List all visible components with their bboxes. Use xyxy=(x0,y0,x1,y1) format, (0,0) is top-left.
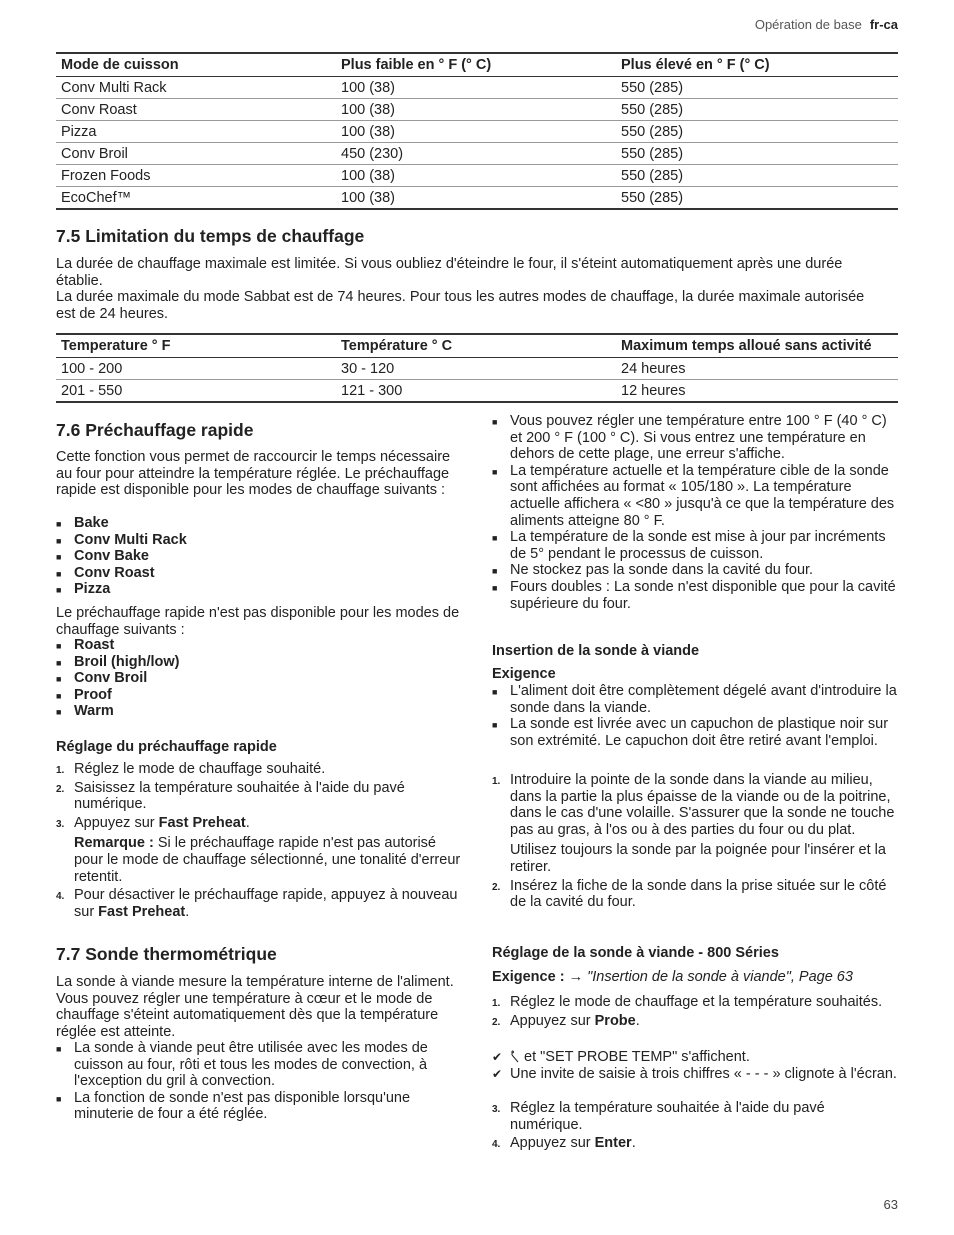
table-cell: 550 (285) xyxy=(616,143,898,165)
list-item: ✔ Une invite de saisie à trois chiffres « - - - » clignote à l'écran. xyxy=(492,1065,897,1082)
list-item: 3. Appuyez sur Fast Preheat. Remarque : Si le préchauffage rapide n'est pas autorisé pour le mode de chauffage sélectionné, une tonalité d'erreur retentit. xyxy=(56,815,466,885)
list-item: 3. Réglez la température souhaitée à l'aide du pavé numérique. xyxy=(492,1100,825,1133)
table-row xyxy=(56,165,898,187)
result-list xyxy=(492,1049,898,1082)
table-row xyxy=(56,380,898,403)
list-item: ■ Fours doubles : La sonde n'est disponible que pour la cavité supérieure du four. xyxy=(492,579,898,612)
remark: Remarque : Si le préchauffage rapide n'est pas autorisé pour le mode de chauffage sélectionné, une tonalité d'erreur retentit. xyxy=(74,835,461,885)
table-header: Plus faible en ° F (° C) xyxy=(336,53,616,77)
requirement-line: Exigence : → "Insertion de la sonde à viande", Page 63 xyxy=(492,969,853,985)
list-item: ■ La sonde est livrée avec un capuchon de plastique noir sur son extrémité. Le capuchon doit être retiré avant l'emploi. xyxy=(492,716,898,749)
list-item: ■ La sonde à viande peut être utilisée avec les modes de cuisson au four, rôti et tous les modes de convection, à l'exception du gril à convection. xyxy=(56,1040,466,1090)
table-header: Température ° C xyxy=(336,334,616,358)
list-item: ■ La fonction de sonde n'est pas disponible lorsqu'une minuterie de four a été réglée. xyxy=(56,1090,466,1123)
table-row xyxy=(56,143,898,165)
list-item: ■ Bake xyxy=(56,515,466,532)
table-cell: 550 (285) xyxy=(616,165,898,187)
list-item: ■ Conv Broil xyxy=(56,670,466,687)
table-cell: 100 (38) xyxy=(336,187,616,210)
list-item: ■ Conv Bake xyxy=(56,548,466,565)
table-cell: 121 - 300 xyxy=(336,380,616,403)
section-title-7-7: 7.7 Sonde thermométrique xyxy=(56,944,277,964)
table-cell: 100 (38) xyxy=(336,77,616,99)
list-item: 1. Introduire la pointe de la sonde dans la viande au milieu, dans la partie la plus épaisse de la viande ou de la poitrine, dans le cas d'une volaille. S'assurer que la sonde ne touche pas au gras, à l'os ou à des parties du four ou du plat. Utilisez toujours la sonde par la poignée pour l'insérer et la retirer. xyxy=(492,772,895,875)
table-header: Mode de cuisson xyxy=(56,53,336,77)
check-icon: ✔ xyxy=(492,1066,503,1081)
time-limit-table xyxy=(56,333,898,403)
list-item: ■ Ne stockez pas la sonde dans la cavité du four. xyxy=(492,562,898,579)
subsection-title: Réglage de la sonde à viande - 800 Séries xyxy=(492,945,779,961)
section-title-7-6: 7.6 Préchauffage rapide xyxy=(56,420,254,440)
table-cell: 201 - 550 xyxy=(56,380,336,403)
list-item: ■ Broil (high/low) xyxy=(56,654,466,671)
subsection-title: Insertion de la sonde à viande xyxy=(492,643,700,659)
steps-list xyxy=(492,772,898,911)
check-icon: ✔ xyxy=(492,1050,503,1064)
list-item: ■ Conv Roast xyxy=(56,565,466,582)
list-item: 4. Appuyez sur Enter. xyxy=(492,1135,636,1152)
page-header xyxy=(755,17,898,32)
table-cell: 550 (285) xyxy=(616,77,898,99)
cooking-mode-table xyxy=(56,52,898,210)
table-cell: 12 heures xyxy=(616,380,898,403)
table-header: Plus élevé en ° F (° C) xyxy=(616,53,898,77)
steps-list xyxy=(492,1100,898,1152)
section-title-7-5: 7.5 Limitation du temps de chauffage xyxy=(56,226,365,246)
table-cell: Frozen Foods xyxy=(56,165,336,187)
table-cell: 30 - 120 xyxy=(336,358,616,380)
table-row xyxy=(56,99,898,121)
table-cell: 550 (285) xyxy=(616,99,898,121)
cross-reference-link[interactable]: "Insertion de la sonde à viande", Page 63 xyxy=(587,969,853,985)
list-item: ■ Pizza xyxy=(56,581,466,598)
table-cell: 550 (285) xyxy=(616,121,898,143)
list-item: 2. Saisissez la température souhaitée à l'aide du pavé numérique. xyxy=(56,779,405,813)
list-item: 4. Pour désactiver le préchauffage rapide, appuyez à nouveau sur Fast Preheat. xyxy=(56,887,458,920)
table-header: Temperature ° F xyxy=(56,334,336,358)
paragraph: Cette fonction vous permet de raccourcir le temps nécessaire au four pour atteindre la température réglée. Le préchauffage rapide est disponible pour les modes de chauffage suivants : xyxy=(56,449,451,499)
arrow-right-icon: → xyxy=(568,969,588,985)
list-item: ■ Vous pouvez régler une température entre 100 ° F (40 ° C) et 200 ° F (100 ° C). Si vous entrez une température en dehors de cette plage, une erreur s'affiche. xyxy=(492,413,898,463)
subsection-title: Réglage du préchauffage rapide xyxy=(56,739,277,755)
paragraph: La sonde à viande mesure la température interne de l'aliment. Vous pouvez régler une température à cœur et le mode de chauffage s'éteint automatiquement dès que la température réglée est atteinte. xyxy=(56,974,454,1040)
table-cell: EcoChef™ xyxy=(56,187,336,210)
available-modes-list xyxy=(56,515,466,598)
table-cell: 100 (38) xyxy=(336,165,616,187)
steps-list xyxy=(56,761,466,920)
table-cell: Conv Broil xyxy=(56,143,336,165)
list-item: ■ Roast xyxy=(56,637,466,654)
requirement-label: Exigence xyxy=(492,666,556,682)
requirement-list xyxy=(492,683,898,749)
table-cell: Pizza xyxy=(56,121,336,143)
list-item: ■ Warm xyxy=(56,703,466,720)
list-item: 2. Insérez la fiche de la sonde dans la prise située sur le côté de la cavité du four. xyxy=(492,877,887,911)
header-section: Opération de base xyxy=(754,17,862,32)
unavailable-modes-list xyxy=(56,637,466,720)
table-cell: Conv Roast xyxy=(56,99,336,121)
table-row xyxy=(56,187,898,210)
list-item: 1. Réglez le mode de chauffage et la température souhaités. xyxy=(492,994,883,1010)
table-row xyxy=(56,358,898,380)
table-cell: 100 (38) xyxy=(336,99,616,121)
paragraph: La durée de chauffage maximale est limitée. Si vous oubliez d'éteindre le four, il s'éteint automatiquement après une durée établie. xyxy=(56,256,843,289)
paragraph: Le préchauffage rapide n'est pas disponible pour les modes de chauffage suivants : xyxy=(56,605,460,638)
list-item: ■ La température de la sonde est mise à jour par incréments de 5° pendant le processus de cuisson. xyxy=(492,529,898,562)
table-cell: Conv Multi Rack xyxy=(56,77,336,99)
table-header: Maximum temps alloué sans activité xyxy=(616,334,898,358)
bullet-list xyxy=(492,413,898,612)
table-row xyxy=(56,121,898,143)
header-lang: fr-ca xyxy=(869,17,898,32)
steps-list xyxy=(492,994,898,1029)
list-item: ✔ et "SET PROBE TEMP" s'affichent. xyxy=(492,1049,750,1065)
bullet-list xyxy=(56,1040,466,1123)
list-item: ■ Proof xyxy=(56,687,466,704)
table-cell: 550 (285) xyxy=(616,187,898,210)
table-cell: 100 (38) xyxy=(336,121,616,143)
table-cell: 24 heures xyxy=(616,358,898,380)
list-item: 1. Réglez le mode de chauffage souhaité. xyxy=(56,761,326,777)
list-item: ■ Conv Multi Rack xyxy=(56,532,466,549)
page-number: 63 xyxy=(883,1197,898,1212)
table-row xyxy=(56,77,898,99)
table-cell: 450 (230) xyxy=(336,143,616,165)
paragraph: La durée maximale du mode Sabbat est de 74 heures. Pour tous les autres modes de chauffage, la durée maximale autorisée est de 24 heures. xyxy=(56,289,865,322)
probe-icon xyxy=(510,1050,520,1063)
list-item: ■ L'aliment doit être complètement dégelé avant d'introduire la sonde dans la viande. xyxy=(492,683,898,716)
list-item: ■ La température actuelle et la température cible de la sonde sont affichées au format « 105/180 ». La température actuelle affichera « <80 » jusqu'à ce que la température des aliments atteigne 80 ° F. xyxy=(492,463,898,529)
list-item: 2. Appuyez sur Probe. xyxy=(492,1012,640,1029)
table-cell: 100 - 200 xyxy=(56,358,336,380)
